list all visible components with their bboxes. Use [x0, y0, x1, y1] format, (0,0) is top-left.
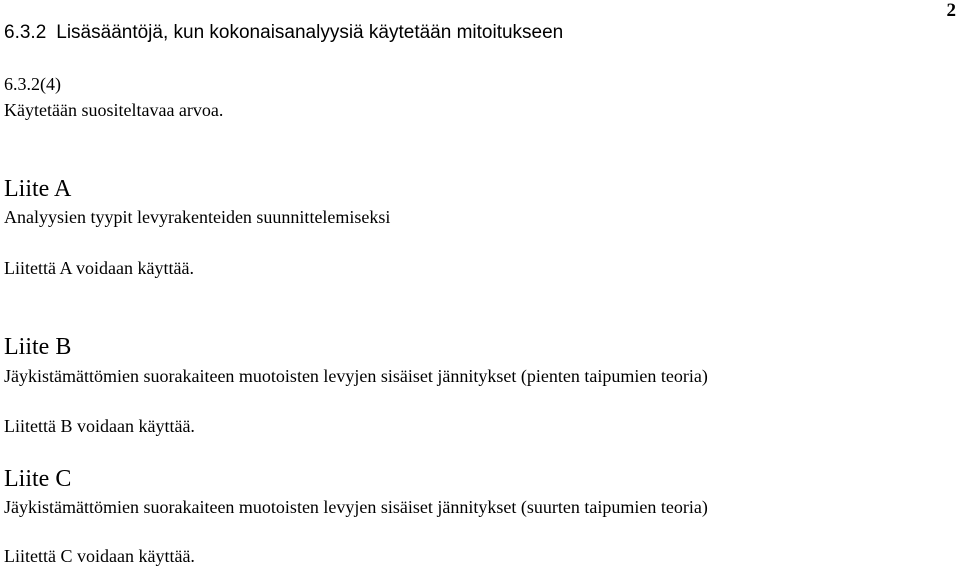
page-number: 2 [946, 0, 956, 21]
section-number: 6.3.2 [4, 22, 47, 43]
section-title: Lisäsääntöjä, kun kokonaisanalyysiä käytetään mitoitukseen [56, 22, 564, 43]
section-heading [4, 23, 563, 42]
annex-a-title: Liite A [4, 176, 72, 202]
annex-a-subtitle: Analyysien tyypit levyrakenteiden suunnittelemiseksi [4, 207, 391, 227]
annex-b-note: Liitettä B voidaan käyttää. [4, 416, 195, 436]
annex-a-note: Liitettä A voidaan käyttää. [4, 258, 194, 278]
annex-c-subtitle: Jäykistämättömien suorakaiteen muotoisten levyjen sisäiset jännitykset (suurten taipumien teoria) [4, 497, 708, 517]
annex-b-subtitle: Jäykistämättömien suorakaiteen muotoisten levyjen sisäiset jännitykset (pienten taipumien teoria) [4, 366, 708, 386]
annex-c-title: Liite C [4, 466, 72, 492]
clause-reference: 6.3.2(4) [4, 74, 61, 94]
annex-b-title: Liite B [4, 334, 72, 360]
clause-text: Käytetään suositeltavaa arvoa. [4, 100, 224, 120]
annex-c-note: Liitettä C voidaan käyttää. [4, 546, 195, 566]
